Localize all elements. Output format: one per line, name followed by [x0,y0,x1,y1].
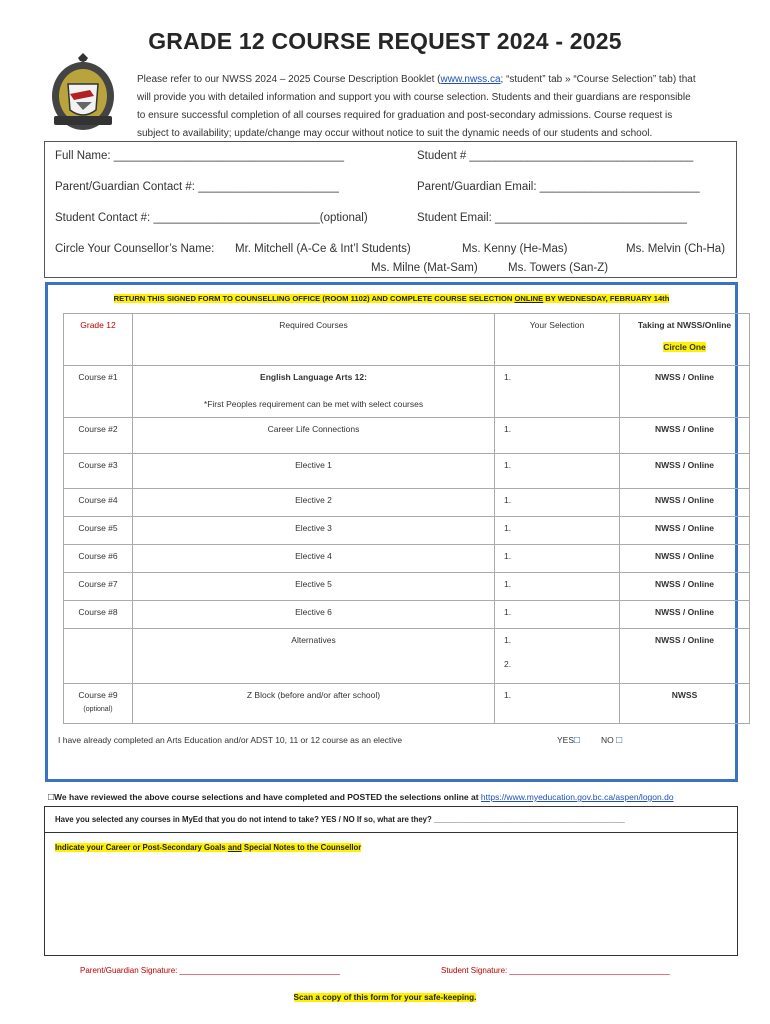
return-text: BY WEDNESDAY, FEBRUARY 14th [543,294,670,303]
optional-note: (optional) [83,706,113,713]
table-row [64,545,750,573]
grade-header: Grade 12 [64,314,133,366]
review-confirmation [48,792,674,803]
selection-field[interactable]: 1. [495,601,620,629]
nwss-online-choice[interactable]: NWSS / Online [620,517,750,545]
intro-text: Please refer to our NWSS 2024 – 2025 Course Description Booklet ( [137,74,441,85]
course-number: Course #5 [64,517,133,545]
footer-note [0,993,770,1002]
counsellor-option[interactable]: Ms. Kenny (He-Mas) [462,243,568,255]
course-note: *First Peoples requirement can be met with select courses [203,399,424,409]
review-text: We have reviewed the above course selections and have completed and POSTED the selections online at [54,792,481,802]
course-table [63,313,750,724]
course-name: Elective 3 [133,517,495,545]
your-selection-header: Your Selection [495,314,620,366]
parent-contact-field[interactable]: Parent/Guardian Contact #: ______________________ [55,181,339,193]
course-name: English Language Arts 12: [260,372,367,382]
table-row [64,601,750,629]
counsellor-option[interactable]: Ms. Milne (Mat-Sam) [371,262,478,274]
course-name: Elective 1 [133,454,495,489]
selection-field[interactable]: 1. [495,366,620,418]
table-row [64,418,750,454]
myeducation-link[interactable]: https://www.myeducation.gov.bc.ca/aspen/logon.do [480,792,674,802]
intro-paragraph [137,71,737,143]
table-row [64,489,750,517]
course-number: Course #3 [64,454,133,489]
arts-education-statement: I have already completed an Arts Education and/or ADST 10, 11 or 12 course as an elective [58,735,403,745]
nwss-online-choice[interactable]: NWSS / Online [620,545,750,573]
goals-text: Special Notes to the Counsellor [241,843,362,852]
selection-field[interactable]: 1. [495,545,620,573]
required-courses-header: Required Courses [133,314,495,366]
reviewed-checkbox[interactable]: □ [48,792,55,803]
selection-field[interactable]: 1. [495,418,620,454]
alternative-1[interactable]: 1. [504,635,512,645]
return-text: RETURN THIS SIGNED FORM TO COUNSELLING OFFICE (ROOM 1102) AND COMPLETE COURSE SELECTION [113,294,515,303]
course-number: Course #6 [64,545,133,573]
goals-notes-box [44,806,738,956]
full-name-field[interactable]: Full Name: ____________________________________ [55,150,345,162]
course-name: Elective 6 [133,601,495,629]
no-label: NO [601,735,614,745]
course-name: Career Life Connections [133,418,495,454]
course-name: Elective 2 [133,489,495,517]
table-row [64,684,750,724]
nwss-website-link[interactable]: www.nwss.ca [440,74,501,85]
nwss-online-choice[interactable]: NWSS / Online [620,573,750,601]
nwss-online-choice[interactable]: NWSS / Online [620,489,750,517]
course-number-cell [64,684,133,724]
course-number: Course #9 [78,690,118,700]
student-number-field[interactable]: Student # ___________________________________ [417,150,694,162]
counsellor-option[interactable]: Ms. Towers (San-Z) [508,262,609,274]
course-number: Course #8 [64,601,133,629]
online-emphasis: ONLINE [514,294,544,303]
course-name: Z Block (before and/or after school) [133,684,495,724]
yes-checkbox[interactable]: □ [574,735,581,746]
selection-field[interactable]: 1. [495,454,620,489]
student-contact-field[interactable]: Student Contact #: __________________________(optional) [55,212,368,224]
goals-and: and [227,843,242,852]
page-title: GRADE 12 COURSE REQUEST 2024 - 2025 [148,28,622,54]
table-row [64,573,750,601]
intro-text: to ensure successful completion of all courses required for graduation and post-secondary admissions. Course request is [137,110,673,121]
selection-field[interactable]: 1. [495,684,620,724]
no-option[interactable] [601,735,622,746]
yes-label: YES [557,735,575,745]
unwanted-courses-question[interactable]: Have you selected any courses in MyEd that you do not intend to take? YES / NO If so, what are they? ____________________________________________ [55,815,625,824]
alternative-2[interactable]: 2. [504,659,512,669]
student-email-field[interactable]: Student Email: ______________________________ [417,212,687,224]
table-row [64,629,750,684]
table-row [64,366,750,418]
course-name: Elective 4 [133,545,495,573]
taking-at-label: Taking at NWSS/Online [637,320,732,330]
nwss-online-choice[interactable]: NWSS / Online [620,366,750,418]
course-number: Course #2 [64,418,133,454]
intro-text: will provide you with detailed information and support you with course selection. Students and their guardians are responsible [137,92,691,103]
course-number: Course #4 [64,489,133,517]
selection-field[interactable]: 1. [495,517,620,545]
divider [45,832,737,833]
no-checkbox[interactable]: □ [616,735,623,746]
selection-field[interactable]: 1. [495,573,620,601]
counsellor-option[interactable]: Ms. Melvin (Ch-Ha) [626,243,726,255]
intro-text: ; “student” tab » “Course Selection” tab) that [500,74,696,85]
counsellor-option[interactable]: Mr. Mitchell (A-Ce & Int’l Students) [235,243,411,255]
return-instructions [48,294,735,303]
parent-email-field[interactable]: Parent/Guardian Email: _________________________ [417,181,700,193]
course-number: Course #7 [64,573,133,601]
course-name: Alternatives [133,629,495,684]
course-number: Course #1 [64,366,133,418]
table-header-row [64,314,750,366]
nwss-choice[interactable]: NWSS [620,684,750,724]
nwss-online-choice[interactable]: NWSS / Online [620,454,750,489]
intro-text: subject to availability; update/change may occur without notice to suit the dynamic needs of our students and school. [137,128,653,139]
taking-at-header [620,314,750,366]
selection-field[interactable] [495,629,620,684]
course-name: Elective 5 [133,573,495,601]
school-crest-logo [50,52,116,132]
goals-text: Indicate your Career or Post-Secondary Goals [55,843,228,852]
student-info-box [44,141,737,278]
circle-one-note: Circle One [663,342,706,352]
table-row [64,454,750,489]
nwss-online-choice[interactable]: NWSS / Online [620,629,750,684]
table-row [64,517,750,545]
course-name-cell [133,366,495,418]
nwss-online-choice[interactable]: NWSS / Online [620,418,750,454]
footer-text: Scan a copy of this form for your safe-keeping. [293,993,477,1002]
yes-option[interactable] [557,735,580,746]
nwss-online-choice[interactable]: NWSS / Online [620,601,750,629]
student-signature-field[interactable]: Student Signature: ____________________________________ [441,966,670,975]
selection-field[interactable]: 1. [495,489,620,517]
goals-label [55,843,361,852]
parent-signature-field[interactable]: Parent/Guardian Signature: ____________________________________ [80,966,340,975]
counsellor-label: Circle Your Counsellor’s Name: [55,243,215,255]
course-number [64,629,133,684]
